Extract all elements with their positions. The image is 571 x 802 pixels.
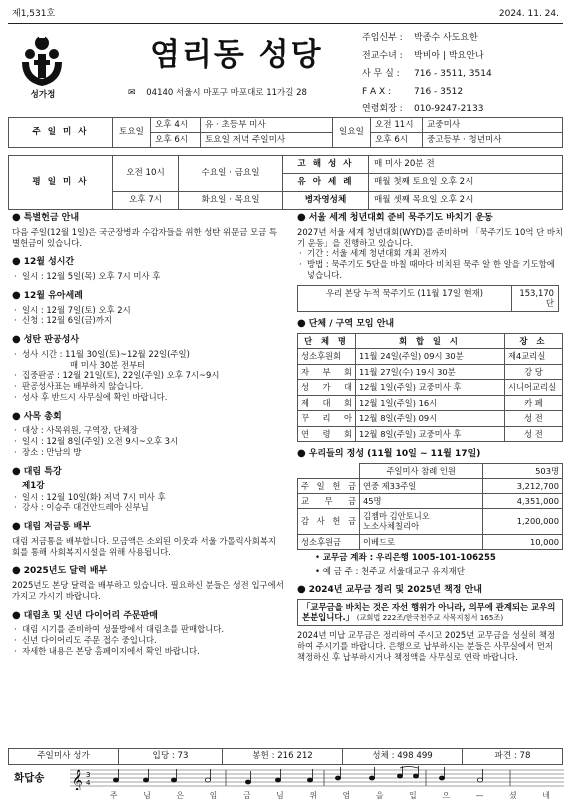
contact-value: 박종수 사도요한 bbox=[414, 33, 478, 44]
list-item-continued: 매 미사 30분 전부터 bbox=[70, 359, 146, 370]
mass-days: 수요일 · 금요일 bbox=[179, 156, 283, 192]
list-item: · 성사 시간 : 11월 30일(토)~12월 22일(주일) bbox=[14, 348, 190, 359]
contact-key: 연령회장 : bbox=[362, 104, 403, 115]
notice-parish-dues bbox=[297, 584, 563, 663]
notice-advent-lecture bbox=[12, 466, 284, 513]
table-row: 제 대 회 12월 1일(주일) 16시 카 페 bbox=[298, 395, 563, 411]
list-item: · 기간 : 서울 세계 청년대회 개최 전까지 bbox=[299, 248, 448, 259]
lyric-syllable: 셨 bbox=[509, 791, 517, 800]
list-item: · 집중판공 : 12월 21일(토), 22일(주일) 오후 7시~9시 bbox=[14, 370, 220, 381]
list-item: · 일시 : 12월 5일(목) 오후 7시 미사 후 bbox=[14, 271, 161, 282]
section-body: 2025년도 본당 달력을 배부하고 있습니다. 필요하신 분들은 성전 입구에서 가지고 가시기 바랍니다. bbox=[12, 580, 284, 601]
lyric-syllable: 님 bbox=[276, 791, 284, 800]
lyric-syllable: — bbox=[475, 791, 484, 800]
list-item: · 판공성사표는 배부하지 않습니다. bbox=[14, 381, 144, 392]
table-row: 성 가 대 12월 1일(주일) 교중미사 후 시니어교리실 bbox=[298, 380, 563, 396]
mass-days: 화요일 · 목요일 bbox=[179, 192, 283, 210]
section-body: 2027년 서울 세계 청년대회(WYD)를 준비하며 「묵주기도 10억 단 바치기 운동」을 진행하고 있습니다. bbox=[297, 226, 564, 248]
mass-desc: 중고등부 · 청년미사 bbox=[423, 133, 563, 148]
header-divider bbox=[8, 23, 563, 24]
account-holder: • 예 금 주 : 천주교 서울대교구 유지재단 bbox=[315, 567, 465, 578]
list-item: · 대림 시기를 준비하여 성물방에서 대림초를 판매합니다. bbox=[14, 624, 225, 635]
notice-calendar bbox=[12, 565, 284, 601]
infant-baptism-value: 매월 첫째 토요일 오후 2시 bbox=[369, 174, 563, 192]
section-heading: ● 대림 특강 bbox=[12, 465, 62, 477]
attendance-value: 503명 bbox=[483, 464, 563, 479]
table-row bbox=[298, 464, 563, 479]
lyric-syllable: 을 bbox=[375, 791, 384, 800]
svg-text:4: 4 bbox=[86, 779, 91, 787]
section-body: 2024년 미납 교무금은 정리하여 주시고 2025년 교무금을 성실히 책정하여 주시기를 바랍니다. 은행으로 납부하시는 분들은 사무실에서 먼저 책정하신 후 납부하시거나 책정액을 사무실로 연락 바랍니다. bbox=[297, 630, 556, 662]
mass-time: 오전 10시 bbox=[113, 156, 179, 192]
section-heading: ● 2024년 교무금 정리 및 2025년 책정 안내 bbox=[297, 583, 482, 595]
list-item: · 대상 : 사목위원, 구역장, 단체장 bbox=[14, 425, 138, 436]
column-header: 단 체 명 bbox=[298, 333, 356, 349]
contact-value: 010-9247-2133 bbox=[414, 104, 484, 115]
holy-family-logo-icon bbox=[18, 34, 66, 98]
table-row: 자 부 회 11월 27일(수) 19시 30분 강 당 bbox=[298, 364, 563, 380]
lyric-syllable: 네 bbox=[542, 791, 550, 800]
section-body: 대림 저금통을 배부합니다. 모금액은 소외된 이웃과 서울 가톨릭사회복지회를 통해 사회복지시설을 위해 사용됩니다. bbox=[12, 535, 277, 557]
section-body: 다음 주일(12월 1일)은 국군장병과 수감자들을 위한 성탄 위문금 모금 특별헌금이 있습니다. bbox=[12, 226, 277, 248]
svg-text:𝄞: 𝄞 bbox=[72, 770, 83, 790]
hymn-label-cell: 주일미사 성가 bbox=[9, 749, 119, 765]
table-row: 성소후원회 11월 24일(주일) 09시 30분 제4교리실 bbox=[298, 349, 563, 365]
responsorial-psalm-label: 화답송 bbox=[14, 772, 45, 784]
rosary-count-label: 우리 본당 누적 묵주기도 (11월 17일 현재) bbox=[298, 286, 512, 312]
weekday-mass-table bbox=[8, 155, 563, 210]
contact-value: 716 - 3512 bbox=[414, 86, 464, 97]
mass-desc: 유 · 초등부 미사 bbox=[201, 118, 333, 133]
right-column bbox=[297, 212, 563, 670]
sunday-mass-label: 주 일 미 사 bbox=[9, 118, 113, 148]
list-item: · 자세한 내용은 본당 홈페이지에서 확인 바랍니다. bbox=[14, 645, 200, 656]
lyric-syllable: 엄 bbox=[342, 791, 351, 800]
notice-infant-baptism bbox=[12, 290, 284, 326]
lecture-number: 제1강 bbox=[22, 480, 45, 491]
mass-time: 오전 11시 bbox=[371, 118, 423, 133]
infant-baptism-label: 유 아 세 례 bbox=[283, 174, 369, 192]
section-heading: ● 서울 세계 청년대회 준비 묵주기도 바치기 운동 bbox=[297, 212, 493, 223]
section-heading: ● 12월 유아세례 bbox=[12, 289, 83, 301]
issue-date: 2024. 11. 24. bbox=[498, 9, 559, 19]
notice-advent-coin-bank bbox=[12, 521, 284, 557]
notice-christmas-confession bbox=[12, 334, 284, 403]
mass-desc: 교중미사 bbox=[423, 118, 563, 133]
rosary-count-value: 153,170단 bbox=[519, 287, 554, 309]
lyric-syllable: 금 bbox=[242, 791, 251, 800]
notice-advent-candle-diary bbox=[12, 610, 284, 657]
table-row: 주 일 헌 금 연중 제33주일 3,212,700 bbox=[298, 479, 563, 494]
contact-key: 전교수녀 : bbox=[362, 50, 403, 61]
left-column bbox=[12, 212, 284, 665]
notice-group-meetings bbox=[297, 318, 563, 442]
offering-table bbox=[297, 463, 563, 550]
section-heading: ● 우리들의 정성 (11월 10일 ~ 11월 17일) bbox=[297, 448, 481, 460]
table-row: 꾸 리 아 12월 8일(주일) 09시 성 전 bbox=[298, 411, 563, 427]
notice-offerings bbox=[297, 448, 563, 578]
issue-number: 제1,531호 bbox=[12, 9, 56, 19]
notice-holy-hour bbox=[12, 256, 284, 282]
section-heading: ● 2025년도 달력 배부 bbox=[12, 565, 108, 577]
rosary-count-box bbox=[297, 285, 559, 313]
bank-account: • 교무금 계좌 : 우리은행 1005-101-106255 bbox=[315, 553, 496, 564]
parish-title: 염리동 성당 bbox=[150, 37, 323, 73]
attendance-label: 주일미사 참례 인원 bbox=[360, 464, 483, 479]
notice-wyd-rosary bbox=[297, 212, 563, 312]
mass-desc: 토요일 저녁 주일미사 bbox=[201, 133, 333, 148]
mail-icon: ✉ bbox=[128, 88, 136, 98]
table-row: 교 무 금 45명 4,351,000 bbox=[298, 494, 563, 509]
contact-list bbox=[362, 30, 492, 119]
hymn-recessional: 파견 : 78 bbox=[463, 749, 563, 765]
lyric-syllable: 입 bbox=[409, 791, 417, 800]
list-item: · 방법 : 묵주기도 5단을 바칠 때마다 비치된 묵주 알 한 알을 기도함에 넣습니다. bbox=[299, 259, 555, 280]
mass-time: 오후 6시 bbox=[151, 133, 201, 148]
lyric-syllable: 주 bbox=[110, 791, 118, 800]
list-item: · 신년 다이어리도 주문 접수 중입니다. bbox=[14, 635, 157, 646]
confession-label: 고 해 성 사 bbox=[283, 156, 369, 174]
confession-value: 매 미사 20분 전 bbox=[369, 156, 563, 174]
notice-special-offering bbox=[12, 212, 284, 248]
contact-key: F A X : bbox=[362, 86, 392, 97]
hymn-table bbox=[8, 748, 563, 765]
list-item: · 강사 : 이승주 대건안드레아 신부님 bbox=[14, 502, 149, 513]
column-header: 장 소 bbox=[505, 333, 563, 349]
canon-quote: 「교무금을 바치는 것은 자선 행위가 아니라, 의무에 관계되는 교우의 본분입니다.」 (교회법 222조/한국천주교 사목지침서 165조) bbox=[297, 599, 563, 627]
table-row: 감 사 헌 금 김젬마 김안토니오 노소사체칠리아 1,200,000 bbox=[298, 509, 563, 535]
section-heading: ● 대림 저금통 배부 bbox=[12, 521, 91, 533]
section-heading: ● 대림초 및 신년 다이어리 주문판매 bbox=[12, 609, 158, 621]
list-item: · 장소 : 만남의 방 bbox=[14, 446, 82, 457]
list-item: · 신청 : 12월 6일(금)까지 bbox=[14, 315, 112, 326]
table-row: 성소후원금 이베드로 10,000 bbox=[298, 535, 563, 550]
list-item: · 성사 후 반드시 사무실에 확인 바랍니다. bbox=[14, 391, 168, 402]
notice-pastoral-assembly bbox=[12, 411, 284, 458]
section-heading: ● 성탄 판공성사 bbox=[12, 334, 80, 346]
hymn-lyrics bbox=[110, 791, 550, 801]
weekday-mass-label: 평 일 미 사 bbox=[9, 156, 113, 210]
hymn-entrance: 입당 : 73 bbox=[119, 749, 223, 765]
address-text: 04140 서울시 마포구 마포대로 11가길 28 bbox=[146, 88, 307, 98]
group-meeting-table bbox=[297, 333, 563, 443]
contact-row bbox=[362, 48, 492, 66]
column-header: 회 합 일 시 bbox=[356, 333, 505, 349]
lyric-syllable: 임 bbox=[209, 791, 218, 800]
list-item: · 일시 : 12월 7일(토) 오후 2시 bbox=[14, 304, 131, 315]
section-heading: ● 특별헌금 안내 bbox=[12, 212, 80, 223]
logo-caption: 성가정 bbox=[30, 90, 56, 100]
hymn-communion: 성체 : 498 499 bbox=[343, 749, 463, 765]
table-row: 연 령 회 12월 8일(주일) 교중미사 후 성 전 bbox=[298, 426, 563, 442]
sunday-label: 일요일 bbox=[333, 118, 371, 148]
section-heading: ● 12월 성시간 bbox=[12, 256, 75, 268]
contact-value: 716 - 3511, 3514 bbox=[414, 68, 492, 79]
contact-key: 사 무 실 : bbox=[362, 68, 400, 79]
lyric-syllable: 은 bbox=[176, 791, 185, 800]
table-header-row bbox=[298, 333, 563, 349]
parish-address bbox=[128, 88, 307, 100]
contact-row bbox=[362, 66, 492, 84]
svg-text:3: 3 bbox=[86, 771, 91, 779]
mass-time: 오후 7시 bbox=[113, 192, 179, 210]
list-item: · 일시 : 12월 10일(화) 저녁 7시 미사 후 bbox=[14, 491, 166, 502]
mass-time: 오후 4시 bbox=[151, 118, 201, 133]
lyric-syllable: 님 bbox=[143, 791, 151, 800]
contact-row bbox=[362, 83, 492, 101]
sick-communion-value: 매월 셋째 목요일 오후 2시 bbox=[369, 192, 563, 210]
section-heading: ● 단체 / 구역 모임 안내 bbox=[297, 318, 395, 330]
music-staff-icon bbox=[70, 766, 564, 790]
sick-communion-label: 병자영성체 bbox=[283, 192, 369, 210]
list-item: · 일시 : 12월 8일(주일) 오전 9시~오후 3시 bbox=[14, 436, 179, 447]
contact-value: 박비아 | 박요안나 bbox=[414, 50, 484, 61]
contact-key: 주임신부 : bbox=[362, 33, 403, 44]
hymn-offertory: 봉헌 : 216 212 bbox=[223, 749, 343, 765]
lyric-syllable: 으 bbox=[442, 791, 450, 800]
mass-time: 오후 6시 bbox=[371, 133, 423, 148]
contact-row bbox=[362, 30, 492, 48]
saturday-label: 토요일 bbox=[113, 118, 151, 148]
section-heading: ● 사목 총회 bbox=[12, 410, 62, 422]
lyric-syllable: 위 bbox=[309, 791, 317, 800]
sunday-mass-table bbox=[8, 117, 563, 148]
